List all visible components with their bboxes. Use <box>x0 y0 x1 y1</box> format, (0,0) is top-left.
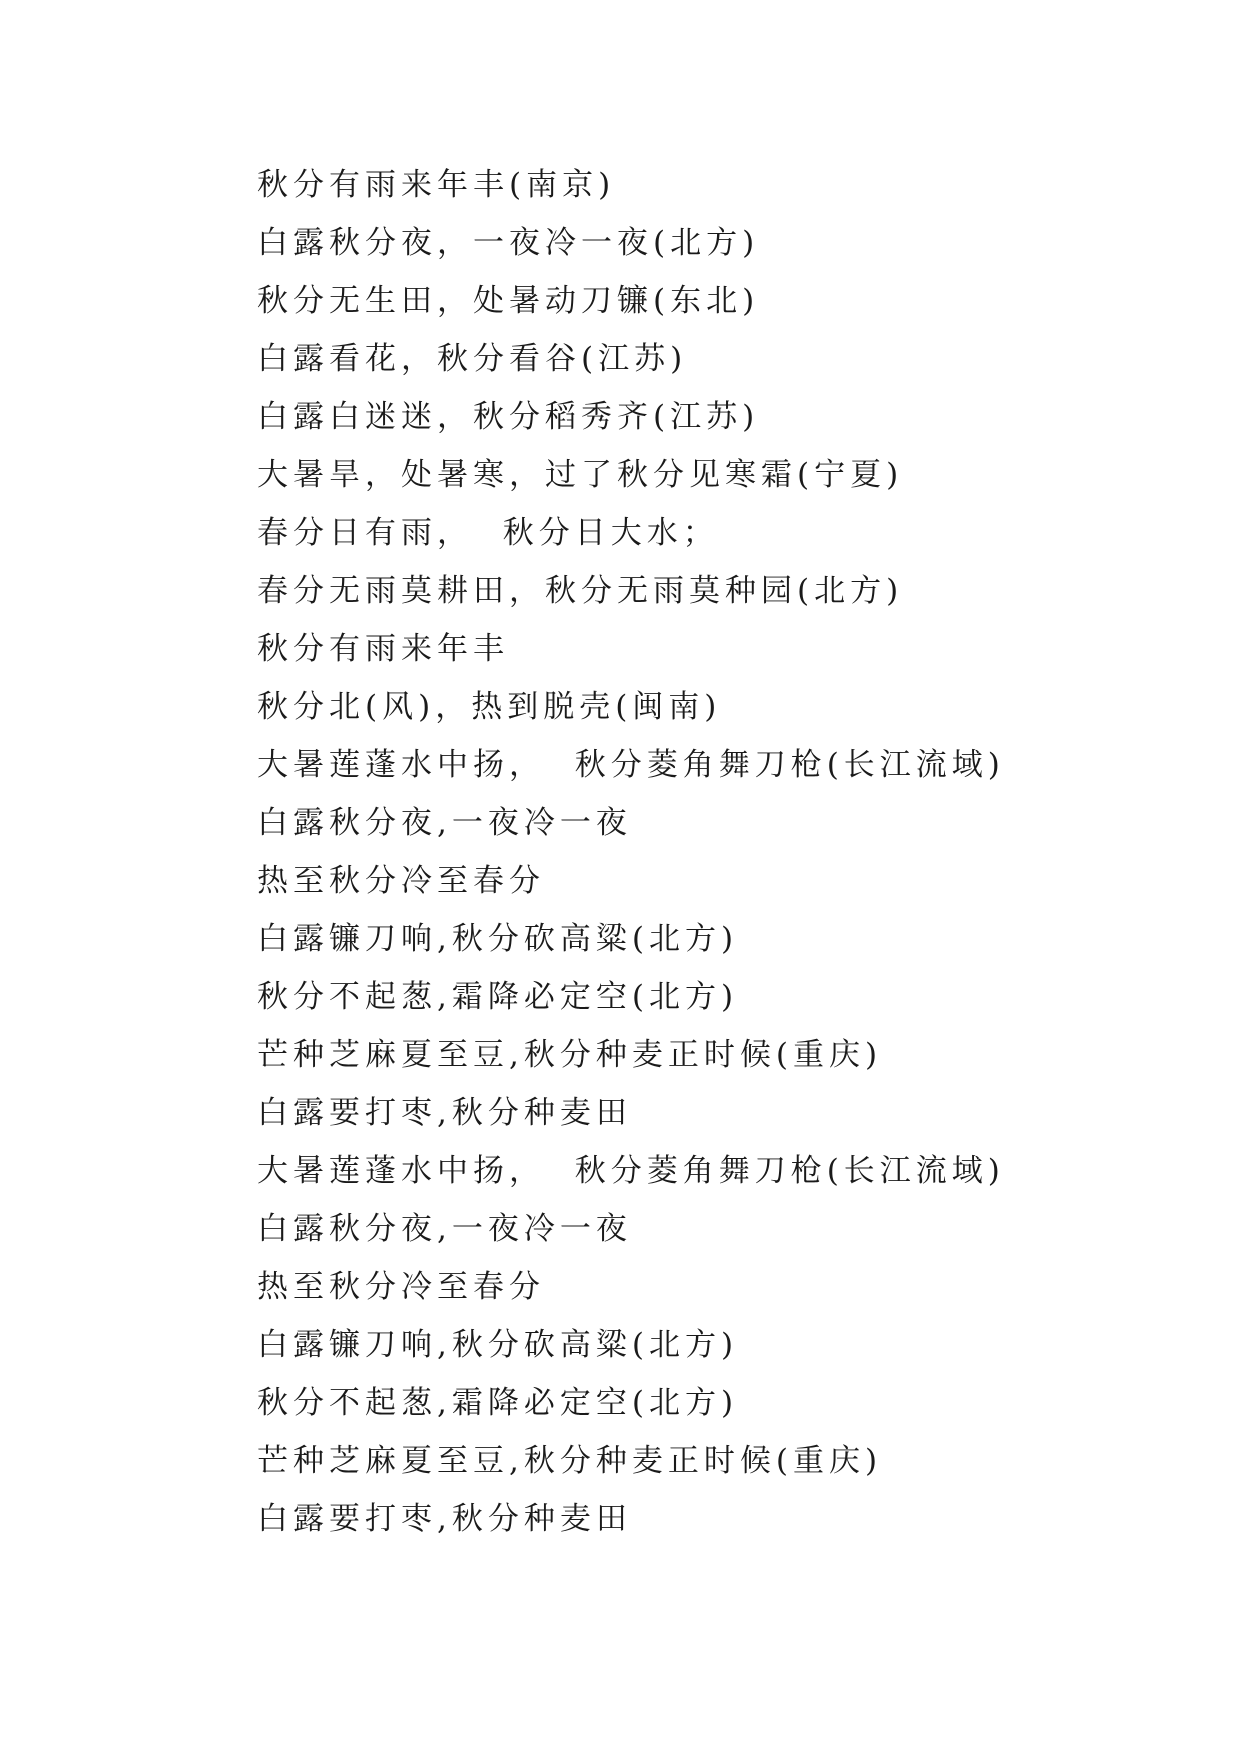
proverb-line: 芒种芝麻夏至豆,秋分种麦正时候(重庆) <box>257 1443 883 1479</box>
proverb-line: 白露要打枣,秋分种麦田 <box>257 1095 632 1131</box>
proverb-line: 芒种芝麻夏至豆,秋分种麦正时候(重庆) <box>257 1037 883 1073</box>
proverb-line: 大暑莲蓬水中扬， 秋分菱角舞刀枪(长江流域) <box>257 747 1005 783</box>
proverb-line: 秋分有雨来年丰(南京) <box>257 167 616 203</box>
proverb-line: 秋分不起葱,霜降必定空(北方) <box>257 1385 739 1421</box>
proverb-line: 秋分不起葱,霜降必定空(北方) <box>257 979 739 1015</box>
proverb-line: 白露看花，秋分看谷(江苏) <box>257 341 688 377</box>
proverb-line: 热至秋分冷至春分 <box>257 1269 545 1305</box>
proverb-line: 大暑莲蓬水中扬， 秋分菱角舞刀枪(长江流域) <box>257 1153 1005 1189</box>
proverb-line: 秋分北(风)，热到脱壳(闽南) <box>257 689 722 725</box>
proverb-line: 白露镰刀响,秋分砍高粱(北方) <box>257 1327 739 1363</box>
proverb-line: 白露白迷迷，秋分稻秀齐(江苏) <box>257 399 760 435</box>
proverb-line: 白露秋分夜,一夜冷一夜 <box>257 805 632 841</box>
proverb-line: 大暑旱，处暑寒，过了秋分见寒霜(宁夏) <box>257 457 904 493</box>
proverb-line: 春分无雨莫耕田，秋分无雨莫种园(北方) <box>257 573 904 609</box>
proverb-line: 白露秋分夜,一夜冷一夜 <box>257 1211 632 1247</box>
proverb-line: 春分日有雨， 秋分日大水； <box>257 515 719 551</box>
proverb-list <box>257 160 1005 1552</box>
proverb-line: 秋分无生田，处暑动刀镰(东北) <box>257 283 760 319</box>
proverb-line: 白露秋分夜，一夜冷一夜(北方) <box>257 225 760 261</box>
proverb-line: 白露镰刀响,秋分砍高粱(北方) <box>257 921 739 957</box>
proverb-line: 热至秋分冷至春分 <box>257 863 545 899</box>
proverb-line: 秋分有雨来年丰 <box>257 631 509 667</box>
proverb-line: 白露要打枣,秋分种麦田 <box>257 1501 632 1537</box>
